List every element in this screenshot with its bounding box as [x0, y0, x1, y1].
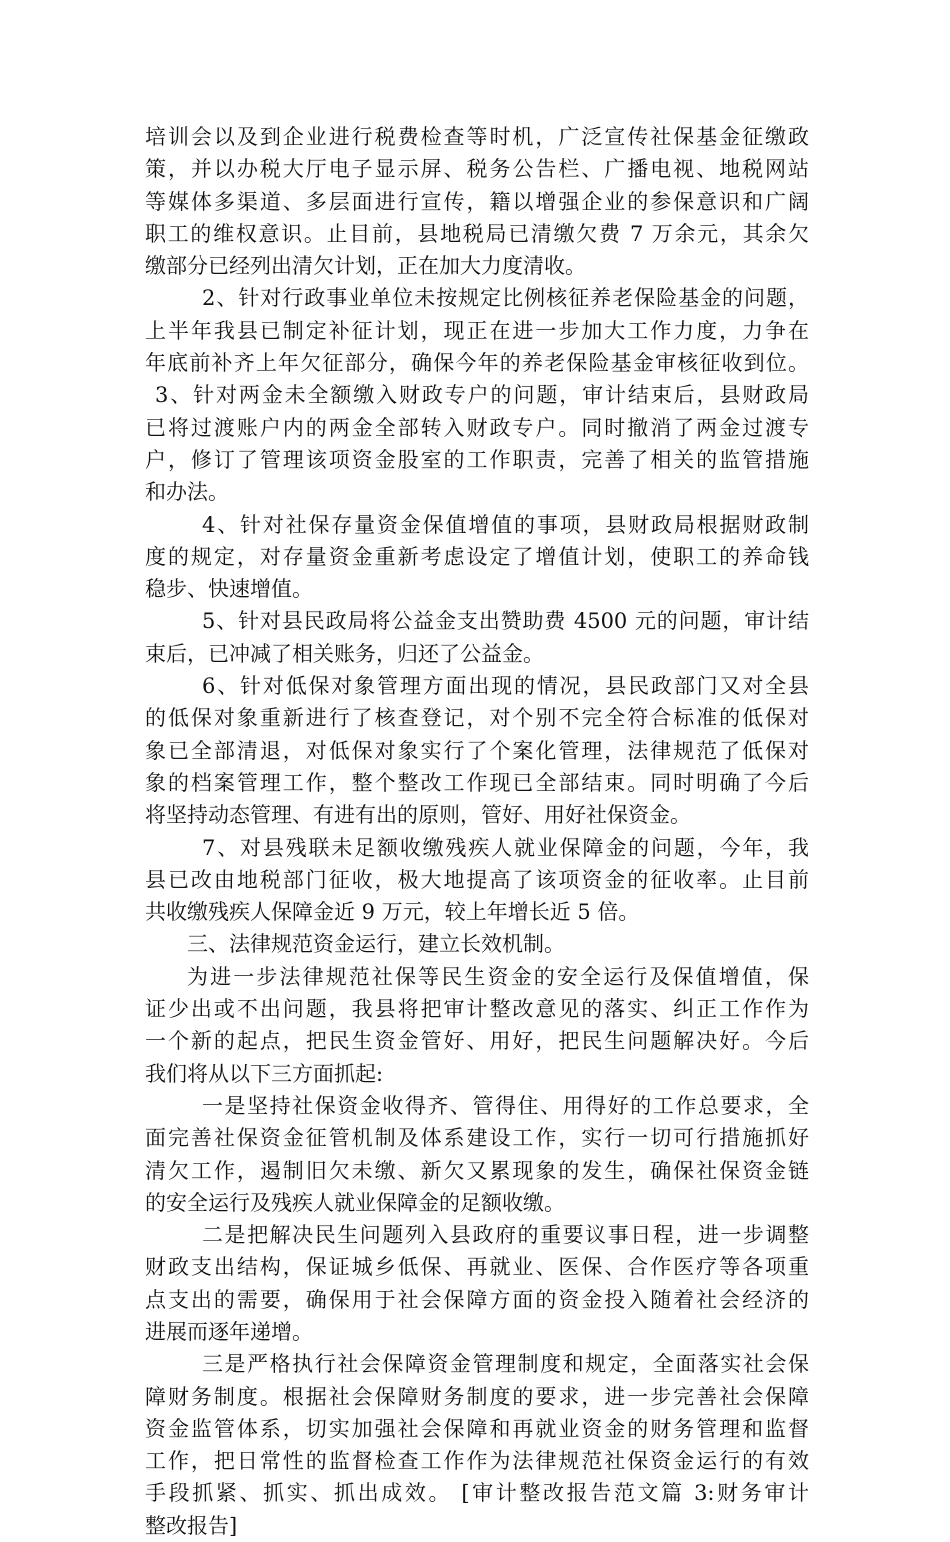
text-line: 障财务制度。根据社会保障财务制度的要求，进一步完善社会保障 — [145, 1384, 809, 1409]
text-line: 点支出的需要，确保用于社会保障方面的资金投入随着社会经济的 — [145, 1287, 809, 1312]
text-line: 整改报告] — [145, 1513, 238, 1538]
text-line: 3、针对两金未全额缴入财政专户的问题，审计结束后，县财政局 — [155, 383, 809, 408]
text-line: 一个新的起点，把民生资金管好、用好，把民生问题解决好。今后 — [145, 1029, 809, 1054]
text-line: 6、针对低保对象管理方面出现的情况，县民政部门又对全县 — [202, 674, 809, 699]
text-line: 将坚持动态管理、有进有出的原则，管好、用好社保资金。 — [145, 803, 691, 828]
text-line: 度的规定，对存量资金重新考虑设定了增值计划，使职工的养命钱 — [145, 544, 809, 569]
text-line: 等媒体多渠道、多层面进行宣传，籍以增强企业的参保意识和广阔 — [145, 189, 809, 214]
text-line: 培训会以及到企业进行税费检查等时机，广泛宣传社保基金征缴政 — [145, 125, 809, 149]
section-heading: 三、法律规范资金运行，建立长效机制。 — [187, 932, 565, 957]
text-line: 一是坚持社保资金收得齐、管得住、用得好的工作总要求，全 — [202, 1093, 809, 1118]
text-line: 象的档案管理工作，整个整改工作现已全部结束。同时明确了今后 — [145, 770, 809, 795]
text-line: 年底前补齐上年欠征部分，确保今年的养老保险基金审核征收到位。 — [145, 351, 809, 376]
text-line: 和办法。 — [145, 480, 229, 505]
text-line: 工作，把日常性的监督检查工作作为法律规范社保资金运行的有效 — [145, 1449, 809, 1474]
text-line: 财政支出结构，保证城乡低保、再就业、医保、合作医疗等各项重 — [145, 1255, 809, 1280]
text-line: 5、针对县民政局将公益金支出赞助费 4500 元的问题，审计结 — [202, 609, 809, 634]
text-line: 三是严格执行社会保障资金管理制度和规定，全面落实社会保 — [202, 1352, 809, 1377]
text-line: 县已改由地税部门征收，极大地提高了该项资金的征收率。止目前 — [145, 867, 809, 892]
text-line: 清欠工作，遏制旧欠未缴、新欠又累现象的发生，确保社保资金链 — [145, 1158, 809, 1183]
text-line: 的低保对象重新进行了核查登记，对个别不完全符合标准的低保对 — [145, 706, 809, 731]
text-line: 已将过渡账户内的两金全部转入财政专户。同时撤消了两金过渡专 — [145, 415, 809, 440]
text-line: 象已全部清退，对低保对象实行了个案化管理，法律规范了低保对 — [145, 738, 809, 763]
text-line: 面完善社保资金征管机制及体系建设工作，实行一切可行措施抓好 — [145, 1126, 809, 1151]
text-line: 为进一步法律规范社保等民生资金的安全运行及保值增值，保 — [187, 964, 809, 989]
text-line: 稳步、快速增值。 — [145, 577, 313, 602]
text-line: 共收缴残疾人保障金近 9 万元，较上年增长近 5 倍。 — [145, 900, 640, 925]
text-line: 我们将从以下三方面抓起: — [145, 1061, 384, 1086]
text-line: 上半年我县已制定补征计划，现正在进一步加大工作力度，力争在 — [145, 318, 809, 343]
text-line: 7、对县残联未足额收缴残疾人就业保障金的问题，今年，我 — [202, 835, 809, 860]
text-line: 资金监管体系，切实加强社会保障和再就业资金的财务管理和监督 — [145, 1416, 809, 1441]
text-line: 二是把解决民生问题列入县政府的重要议事日程，进一步调整 — [202, 1223, 809, 1248]
text-line: 的安全运行及残疾人就业保障金的足额收缴。 — [145, 1190, 565, 1215]
text-line: 策，并以办税大厅电子显示屏、税务公告栏、广播电视、地税网站 — [145, 157, 809, 182]
text-line: 束后，已冲减了相关账务，归还了公益金。 — [145, 641, 544, 666]
document-body — [145, 121, 809, 1542]
text-line: 4、针对社保存量资金保值增值的事项，县财政局根据财政制 — [202, 512, 809, 537]
text-line: 职工的维权意识。止目前，县地税局已清缴欠费 7 万余元，其余欠 — [145, 221, 809, 246]
text-line: 2、针对行政事业单位未按规定比例核征养老保险基金的问题， — [202, 286, 809, 311]
text-line: 进展而逐年递增。 — [145, 1319, 313, 1344]
text-line: 证少出或不出问题，我县将把审计整改意见的落实、纠正工作作为 — [145, 997, 809, 1022]
text-line: 缴部分已经列出清欠计划，正在加大力度清收。 — [145, 254, 586, 279]
text-line: 手段抓紧、抓实、抓出成效。 [审计整改报告范文篇 3:财务审计 — [145, 1481, 809, 1506]
text-line: 户，修订了管理该项资金股室的工作职责，完善了相关的监管措施 — [145, 447, 809, 472]
